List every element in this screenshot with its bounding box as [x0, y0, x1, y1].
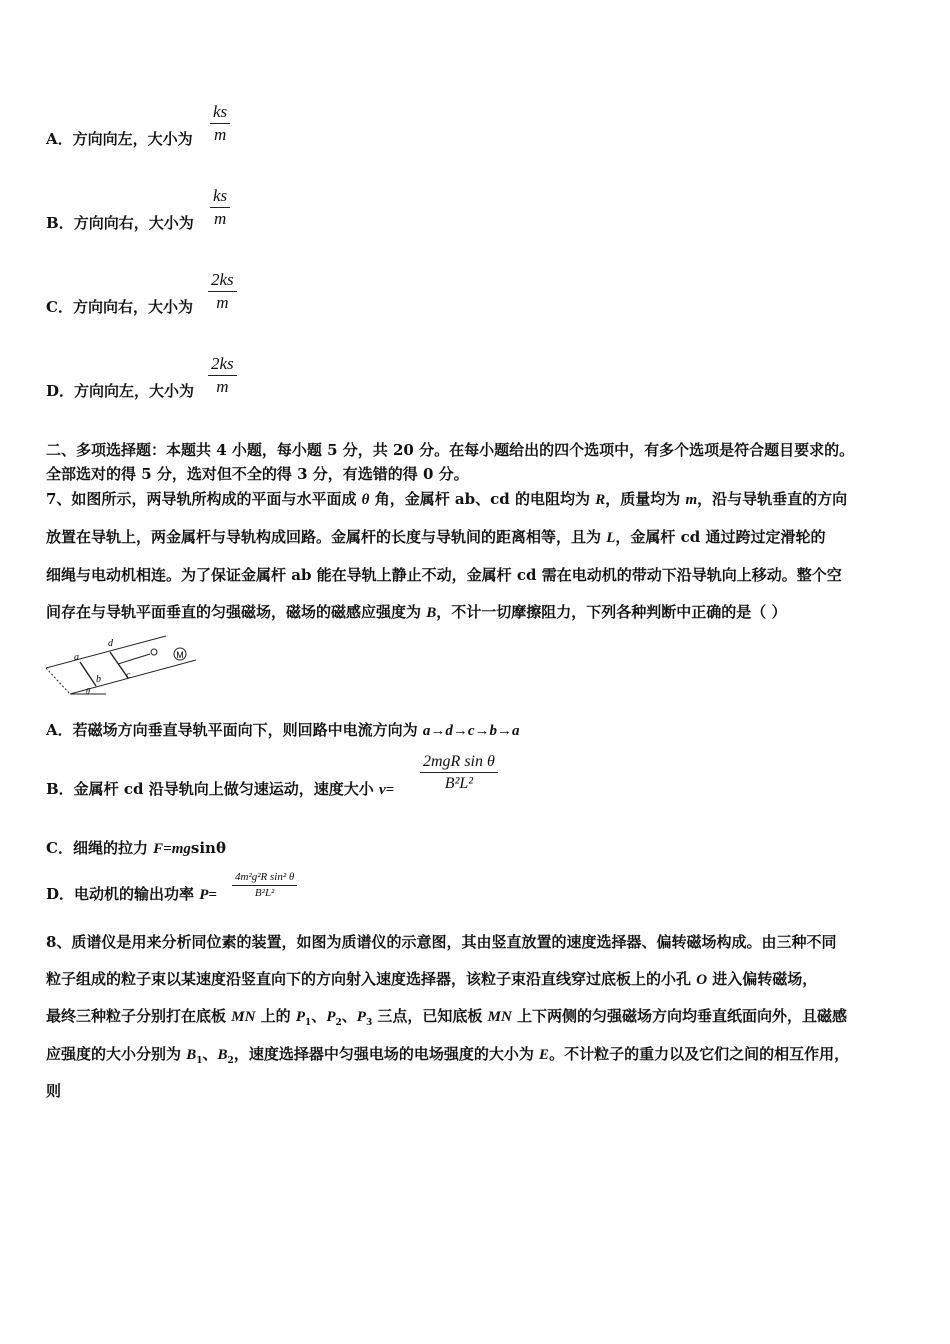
q7-line-1 — [46, 488, 847, 509]
pulley-icon — [151, 649, 157, 655]
text: ，不计一切摩擦阻力，下列各种判断中正确的是（ ） — [436, 603, 787, 621]
section-heading-line-2: 全部选对的得 5 分，选对但不全的得 3 分，有选错的得 0 分。 — [46, 465, 469, 483]
option-text: ．方向向左，大小为 — [59, 382, 195, 400]
subscript: 1 — [305, 1018, 312, 1028]
q7-option-d[interactable] — [46, 883, 217, 904]
fraction — [210, 102, 230, 145]
fraction-denominator: B²L² — [254, 887, 275, 899]
separator: 、 — [341, 1007, 357, 1025]
fraction-numerator: 4m²g²R sin² θ — [235, 871, 295, 883]
fraction-bar — [420, 772, 498, 773]
fraction-denominator: m — [213, 125, 227, 144]
option-text: D．电动机的输出功率 — [46, 885, 200, 903]
subscript: 2 — [227, 1056, 234, 1066]
q7-option-c[interactable] — [46, 837, 226, 858]
separator: 、 — [311, 1007, 327, 1025]
label-a: a — [74, 652, 79, 663]
fraction-numerator: 2mgR sin θ — [423, 753, 495, 770]
fraction — [210, 186, 230, 229]
point-symbol: P — [295, 1009, 306, 1025]
motor-label: M — [176, 650, 184, 660]
section-heading-line-1: 二、多项选择题：本题共 4 小题，每小题 5 分，共 20 分。在每小题给出的四个选项中，有多个选项是符合题目要求的。 — [46, 441, 855, 459]
option-text: B．金属杆 cd 沿导轨向上做匀速运动，速度大小 — [46, 780, 379, 798]
q8-line-2 — [46, 968, 817, 989]
q8-line-4 — [46, 1043, 849, 1066]
text: 进入偏转磁场， — [707, 970, 818, 988]
rail-diagram — [46, 632, 196, 696]
label-theta: θ — [86, 687, 90, 696]
subscript: 3 — [365, 1018, 373, 1028]
text: ，沿与导轨垂直的方向 — [697, 490, 848, 508]
subscript: 2 — [335, 1018, 342, 1028]
point-symbol: P — [326, 1009, 336, 1025]
field-symbol: B — [186, 1047, 197, 1063]
hole-symbol: O — [696, 972, 708, 988]
fraction-denominator: m — [216, 377, 229, 396]
velocity-fraction — [420, 752, 498, 793]
option-b[interactable] — [46, 212, 194, 233]
option-label: C — [46, 298, 58, 316]
fraction-numerator: ks — [213, 102, 228, 121]
text: 放置在导轨上，两金属杆与导轨构成回路。金属杆的长度与导轨间的距离相等，且为 — [46, 528, 607, 546]
field-symbol: B — [217, 1047, 228, 1063]
fraction — [208, 354, 237, 397]
length-symbol: L — [606, 530, 616, 546]
option-text: A．若磁场方向垂直导轨平面向下，则回路中电流方向为 — [46, 721, 423, 739]
fraction-bar — [232, 885, 297, 886]
power-fraction — [232, 871, 297, 900]
point-symbol: P — [356, 1009, 366, 1025]
electric-field-symbol: E — [539, 1047, 550, 1063]
fraction-numerator: 2ks — [211, 270, 234, 289]
text: ，质量均为 — [605, 490, 686, 508]
option-c[interactable] — [46, 296, 193, 317]
rod-ab — [80, 662, 96, 686]
text: 间存在与导轨平面垂直的匀强磁场，磁场的磁感应强度为 — [46, 603, 427, 621]
text: 7、如图所示，两导轨所构成的平面与水平面成 — [46, 490, 362, 508]
fraction-numerator: ks — [213, 186, 228, 205]
label-c: c — [126, 670, 131, 681]
option-label: B — [46, 214, 59, 232]
text: ，金属杆 cd 通过跨过定滑轮的 — [615, 528, 826, 546]
text: 。不计粒子的重力以及它们之间的相互作用， — [549, 1045, 850, 1063]
fraction-bar — [210, 123, 230, 124]
rail-top — [46, 636, 166, 668]
fraction-numerator: 2ks — [211, 354, 234, 373]
q8-line-5: 则 — [46, 1082, 62, 1100]
plate-symbol: MN — [487, 1009, 512, 1025]
label-b: b — [96, 674, 101, 685]
fraction-bar — [208, 375, 237, 376]
fraction-bar — [208, 291, 237, 292]
field-symbol: B — [426, 605, 437, 621]
option-text: ．方向向左，大小为 — [57, 130, 193, 148]
text: 三点，已知底板 — [372, 1007, 488, 1025]
text: 粒子组成的粒子束以某速度沿竖直向下的方向射入速度选择器，该粒子束沿直线穿过底板上的小孔 — [46, 970, 697, 988]
text: 应强度的大小分别为 — [46, 1045, 187, 1063]
text: 最终三种粒子分别打在底板 — [46, 1007, 232, 1025]
separator: 、 — [202, 1045, 218, 1063]
fraction — [208, 270, 237, 313]
option-a[interactable] — [46, 128, 193, 149]
fraction-denominator: m — [216, 293, 229, 312]
subscript: 1 — [196, 1056, 203, 1066]
fraction-bar — [210, 207, 230, 208]
option-label: A — [46, 130, 58, 148]
text: ，速度选择器中匀强电场的电场强度的大小为 — [233, 1045, 540, 1063]
resistance-symbol: R — [595, 492, 606, 508]
q7-line-3: 细绳与电动机相连。为了保证金属杆 ab 能在导轨上静止不动，金属杆 cd 需在电动机的带动下沿导轨向上移动。整个空 — [46, 566, 842, 584]
option-d[interactable] — [46, 380, 194, 401]
fraction-denominator: B²L² — [444, 775, 474, 792]
q7-option-a[interactable] — [46, 719, 520, 740]
text: 上的 — [255, 1007, 296, 1025]
mass-symbol: m — [685, 492, 698, 508]
power-symbol: P= — [199, 887, 217, 903]
q7-line-4 — [46, 601, 786, 622]
option-text: C．细绳的拉力 — [46, 839, 154, 857]
tension-formula: F=mg — [153, 841, 191, 857]
q8-line-1: 8、质谱仪是用来分析同位素的装置，如图为质谱仪的示意图，其由竖直放置的速度选择器、偏转磁场构成。由三种不同 — [46, 933, 837, 951]
q7-option-b[interactable] — [46, 778, 394, 799]
rope — [118, 654, 150, 664]
plate-symbol: MN — [231, 1009, 256, 1025]
theta-symbol: θ — [361, 492, 370, 508]
label-d: d — [108, 638, 113, 649]
velocity-symbol: v= — [378, 782, 395, 798]
text: 角，金属杆 ab、cd 的电阻均为 — [369, 490, 596, 508]
current-path: a→d→c→b→a — [422, 723, 520, 739]
option-label: D — [46, 382, 60, 400]
tension-formula-tail: sinθ — [190, 839, 226, 857]
q8-line-3 — [46, 1005, 847, 1028]
option-text: ．方向向右，大小为 — [58, 214, 194, 232]
q7-line-2 — [46, 526, 825, 547]
fraction-denominator: m — [213, 209, 227, 228]
option-text: ．方向向右，大小为 — [57, 298, 193, 316]
text: 上下两侧的匀强磁场方向均垂直纸面向外，且磁感 — [511, 1007, 848, 1025]
incline-edge — [46, 668, 70, 694]
